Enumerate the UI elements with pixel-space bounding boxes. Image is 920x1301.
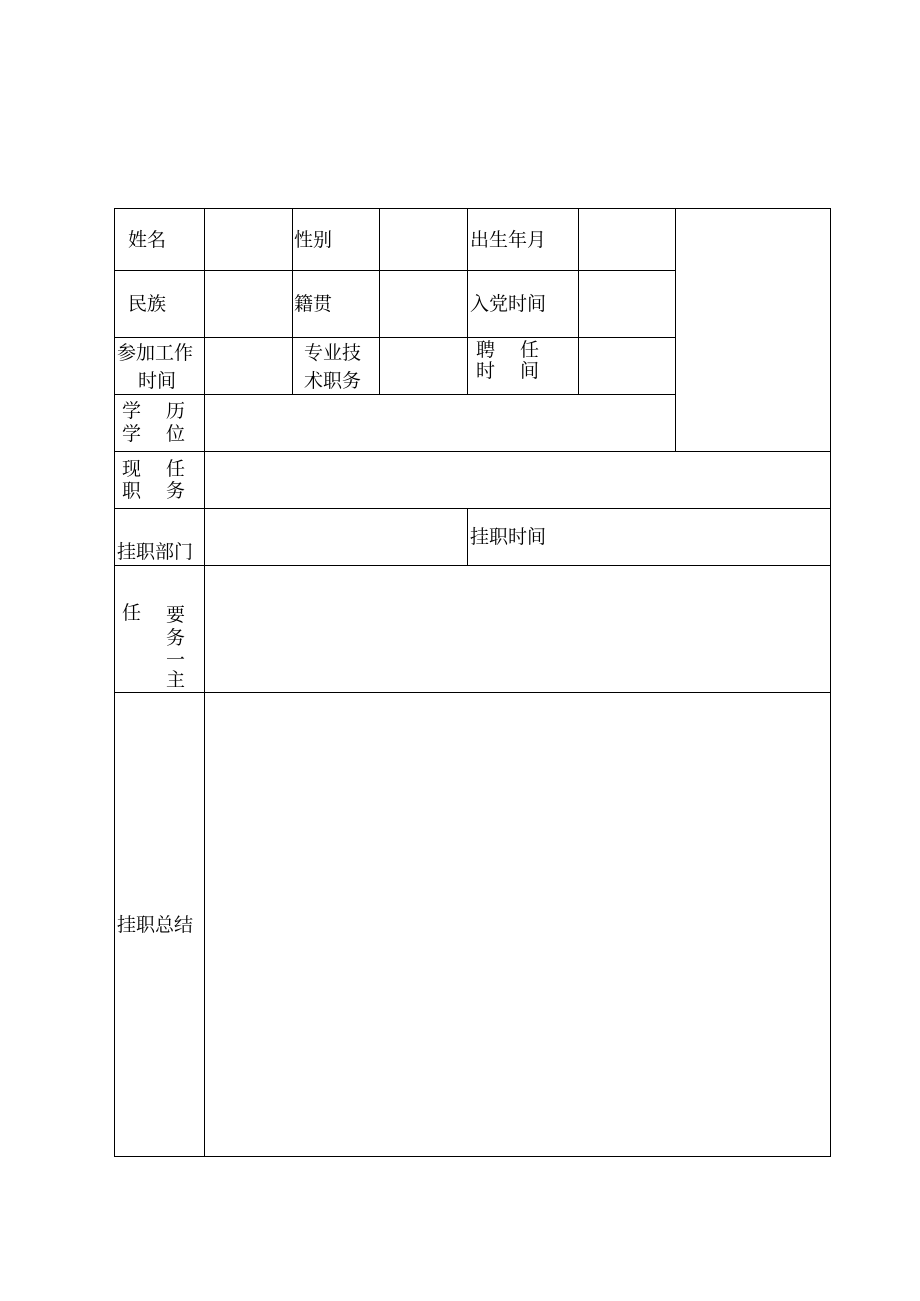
name-field[interactable] (205, 209, 292, 270)
label-work-start-line1: 参加工作 (117, 342, 194, 364)
border-bottom (114, 1156, 831, 1157)
label-edu-char4: 位 (166, 423, 186, 445)
label-native-place: 籍贯 (294, 293, 333, 315)
label-edu-char2: 历 (166, 400, 186, 422)
label-ethnicity: 民族 (128, 293, 167, 315)
label-party-join: 入党时间 (470, 293, 547, 315)
label-post-char3: 职 (122, 480, 142, 502)
border-right (830, 208, 831, 1157)
label-task-char1: 任 (122, 602, 142, 624)
current-post-field[interactable] (205, 452, 830, 508)
secondment-period-field[interactable] (570, 509, 830, 565)
label-edu-char1: 学 (122, 400, 142, 422)
label-secondment-dept: 挂职部门 (117, 541, 194, 563)
label-gender: 性别 (294, 229, 333, 251)
border-left (114, 208, 115, 1157)
label-birth: 出生年月 (470, 229, 547, 251)
label-secondment-summary: 挂职总结 (117, 914, 194, 936)
hire-time-field[interactable] (579, 338, 675, 394)
gender-field[interactable] (380, 209, 467, 270)
work-start-field[interactable] (205, 338, 292, 394)
label-secondment-period: 挂职时间 (470, 526, 547, 548)
label-task-char4: 一 (166, 649, 186, 671)
education-field[interactable] (205, 395, 675, 451)
label-hire-char1: 聘 (476, 339, 496, 361)
party-join-field[interactable] (579, 271, 675, 337)
label-work-start-line2: 时间 (138, 370, 177, 392)
label-edu-char3: 学 (122, 423, 142, 445)
ethnicity-field[interactable] (205, 271, 292, 337)
label-post-char2: 任 (166, 458, 186, 480)
label-hire-char2: 任 (520, 339, 540, 361)
label-task-char5: 主 (166, 669, 186, 691)
label-tech-title-line2: 术职务 (304, 370, 362, 392)
label-post-char1: 现 (122, 458, 142, 480)
label-tech-title-line1: 专业技 (304, 342, 362, 364)
col-line-period (467, 508, 468, 566)
secondment-summary-field[interactable] (205, 693, 830, 1156)
birth-field[interactable] (579, 209, 675, 270)
main-tasks-field[interactable] (205, 566, 830, 692)
col-line-gender (292, 208, 293, 395)
secondment-dept-field[interactable] (205, 509, 467, 565)
col-line-birth (467, 208, 468, 395)
tech-title-field[interactable] (380, 338, 467, 394)
label-name: 姓名 (128, 229, 167, 251)
label-post-char4: 务 (166, 480, 186, 502)
label-hire-char3: 时 (476, 360, 496, 382)
label-task-char2: 要 (166, 604, 186, 626)
label-hire-char4: 间 (520, 360, 540, 382)
native-place-field[interactable] (380, 271, 467, 337)
photo-area[interactable] (676, 209, 830, 451)
label-task-char3: 务 (166, 627, 186, 649)
